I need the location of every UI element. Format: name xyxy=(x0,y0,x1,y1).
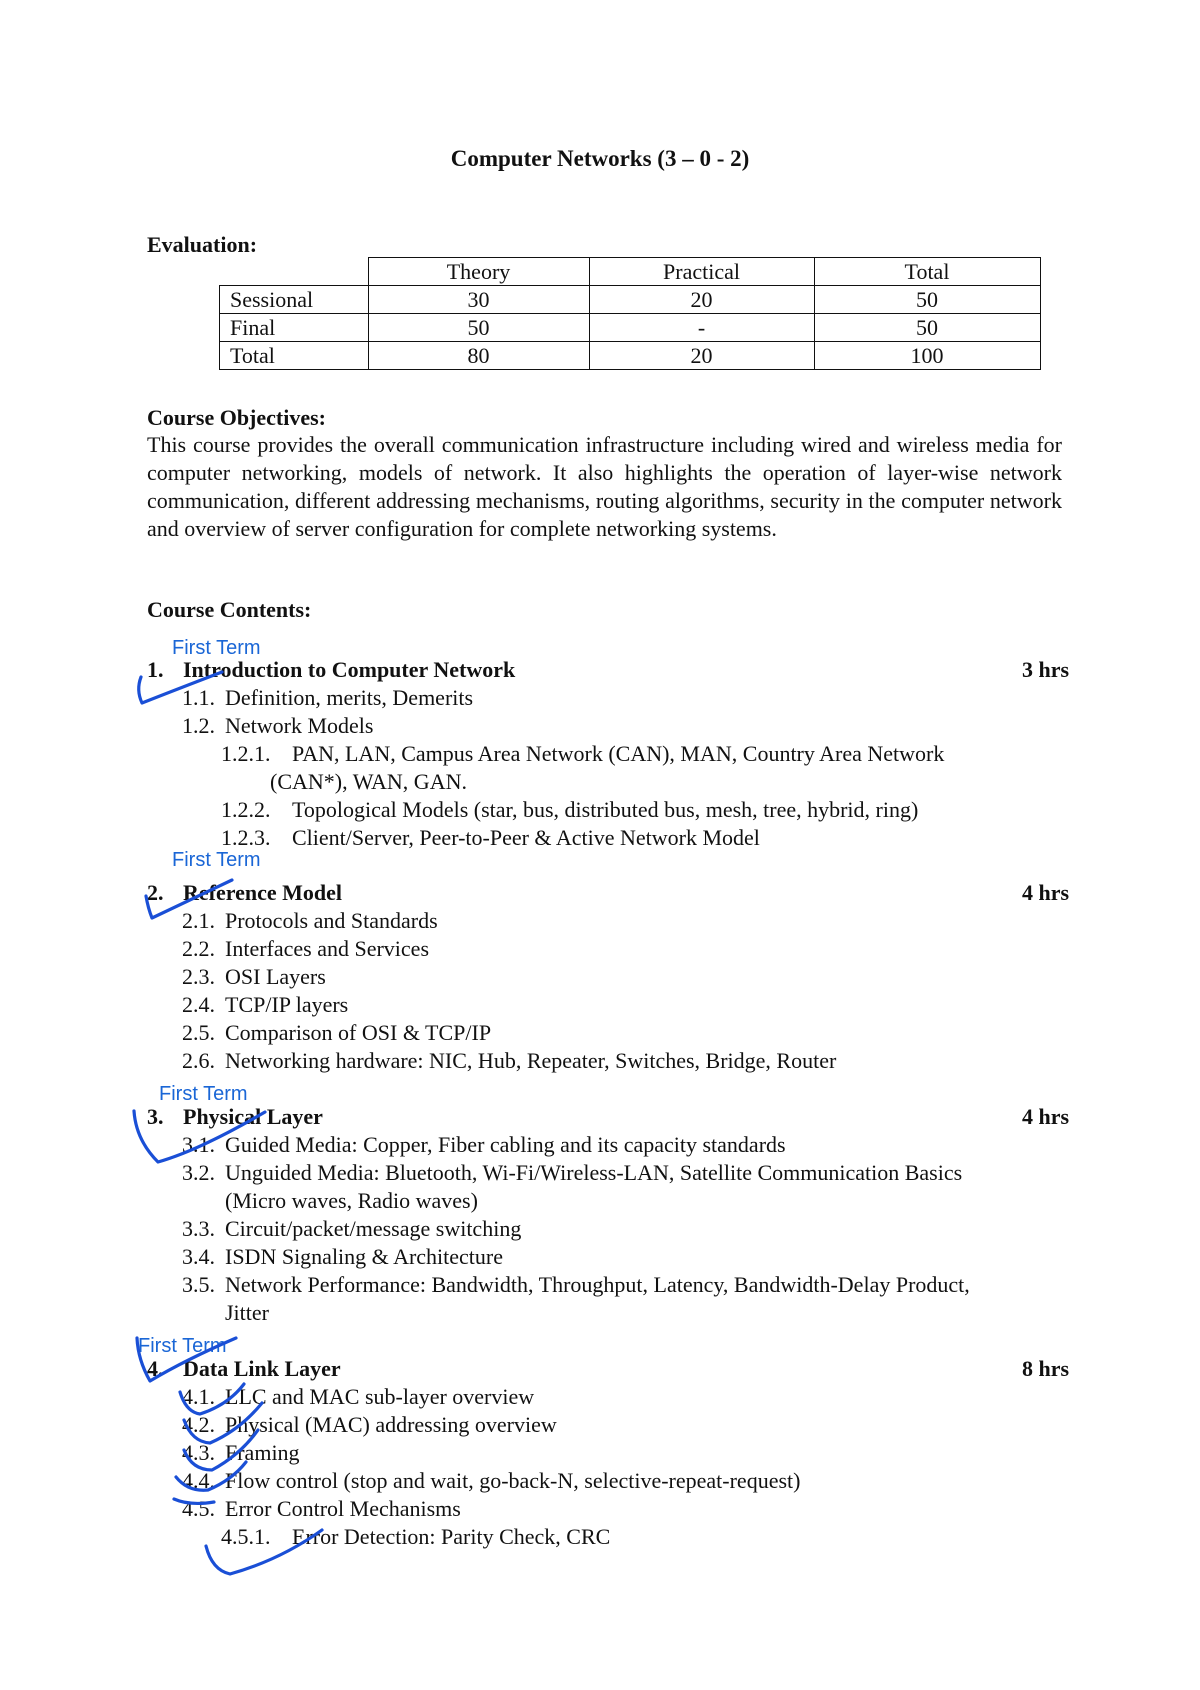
section-title: Physical Layer xyxy=(183,1104,323,1129)
item-number: 1.2. xyxy=(182,713,215,738)
table-cell: 50 xyxy=(814,286,1040,314)
item-number: 2.1. xyxy=(182,908,215,933)
contents-heading: Course Contents: xyxy=(147,597,312,622)
item-number: 3.2. xyxy=(182,1160,215,1185)
item-number: 3.4. xyxy=(182,1244,215,1269)
section-hours: 4 hrs xyxy=(1022,1104,1070,1129)
table-row-label: Sessional xyxy=(220,286,369,314)
item-text: Circuit/packet/message switching xyxy=(225,1216,522,1241)
item-number: 4.1. xyxy=(182,1384,215,1409)
list-item xyxy=(182,713,373,739)
item-text: Error Detection: Parity Check, CRC xyxy=(292,1524,611,1549)
table-cell: 20 xyxy=(589,342,814,370)
list-item xyxy=(182,1496,461,1522)
table-header-cell: Total xyxy=(814,258,1040,286)
section-number: 2. xyxy=(147,880,164,905)
item-text: Definition, merits, Demerits xyxy=(225,685,474,710)
evaluation-table xyxy=(219,257,1041,370)
list-item-continuation: (CAN*), WAN, GAN. xyxy=(270,769,467,794)
list-item xyxy=(182,1216,521,1242)
item-text: TCP/IP layers xyxy=(225,992,349,1017)
item-number: 1.1. xyxy=(182,685,215,710)
table-header-row xyxy=(220,258,1041,286)
item-number: 4.5.1. xyxy=(221,1524,271,1549)
item-text: Protocols and Standards xyxy=(225,908,438,933)
item-text: Physical (MAC) addressing overview xyxy=(225,1412,557,1437)
item-number: 1.2.2. xyxy=(221,797,271,822)
list-item xyxy=(221,1524,610,1550)
item-text: Networking hardware: NIC, Hub, Repeater, Switches, Bridge, Router xyxy=(225,1048,837,1073)
list-item xyxy=(182,1412,557,1438)
table-corner-cell xyxy=(220,258,369,286)
section-number: 4. xyxy=(147,1356,164,1381)
section-number: 3. xyxy=(147,1104,164,1129)
section-hours: 3 hrs xyxy=(1022,657,1070,682)
list-item xyxy=(182,1440,300,1466)
table-cell: - xyxy=(589,314,814,342)
list-item xyxy=(221,825,760,851)
item-text: LLC and MAC sub-layer overview xyxy=(225,1384,535,1409)
list-item xyxy=(182,1244,503,1270)
item-number: 3.5. xyxy=(182,1272,215,1297)
item-text: Topological Models (star, bus, distributed bus, mesh, tree, hybrid, ring) xyxy=(292,797,919,822)
first-term-annotation: First Term xyxy=(172,637,261,659)
item-text: ISDN Signaling & Architecture xyxy=(225,1244,504,1269)
item-text: Network Performance: Bandwidth, Throughput, Latency, Bandwidth-Delay Product, xyxy=(225,1272,970,1297)
table-cell: 30 xyxy=(368,286,589,314)
item-number: 1.2.1. xyxy=(221,741,271,766)
section-hours: 4 hrs xyxy=(1022,880,1070,905)
item-text: PAN, LAN, Campus Area Network (CAN), MAN, Country Area Network xyxy=(292,741,945,766)
item-number: 4.2. xyxy=(182,1412,215,1437)
item-number: 1.2.3. xyxy=(221,825,271,850)
item-number: 2.3. xyxy=(182,964,215,989)
item-number: 4.5. xyxy=(182,1496,215,1521)
item-number: 2.5. xyxy=(182,1020,215,1045)
item-text: Unguided Media: Bluetooth, Wi-Fi/Wireless-LAN, Satellite Communication Basics xyxy=(225,1160,963,1185)
list-item xyxy=(182,908,438,934)
item-text: Framing xyxy=(225,1440,300,1465)
table-row-label: Final xyxy=(220,314,369,342)
item-text: Client/Server, Peer-to-Peer & Active Network Model xyxy=(292,825,760,850)
section-title: Introduction to Computer Network xyxy=(183,657,516,682)
table-row-label: Total xyxy=(220,342,369,370)
section-heading xyxy=(147,1104,323,1130)
table-cell: 100 xyxy=(814,342,1040,370)
evaluation-heading: Evaluation: xyxy=(147,232,258,257)
list-item xyxy=(182,1048,836,1074)
table-cell: 50 xyxy=(814,314,1040,342)
list-item-continuation: Jitter xyxy=(225,1300,269,1325)
section-title: Reference Model xyxy=(183,880,343,905)
list-item xyxy=(182,685,473,711)
section-number: 1. xyxy=(147,657,164,682)
item-text: Interfaces and Services xyxy=(225,936,430,961)
list-item xyxy=(182,1020,491,1046)
first-term-annotation: First Term xyxy=(159,1083,248,1105)
section-heading xyxy=(147,880,342,906)
list-item xyxy=(182,1272,970,1298)
item-text: Network Models xyxy=(225,713,374,738)
page-title: Computer Networks (3 – 0 - 2) xyxy=(450,146,750,171)
list-item xyxy=(221,741,944,767)
item-number: 3.3. xyxy=(182,1216,215,1241)
section-hours: 8 hrs xyxy=(1022,1356,1070,1381)
item-text: OSI Layers xyxy=(225,964,326,989)
item-number: 4.3. xyxy=(182,1440,215,1465)
item-number: 4.4. xyxy=(182,1468,215,1493)
item-number: 2.4. xyxy=(182,992,215,1017)
table-cell: 50 xyxy=(368,314,589,342)
section-title: Data Link Layer xyxy=(183,1356,341,1381)
table-row xyxy=(220,286,1041,314)
list-item xyxy=(182,1468,800,1494)
objectives-text: This course provides the overall communication infrastructure including wired and wireless media for computer networking, models of network. It also highlights the operation of layer-wise network communication, different addressing mechanisms, routing algorithms, security in the computer network and overview of server configuration for complete networking systems. xyxy=(147,432,1062,541)
list-item-continuation: (Micro waves, Radio waves) xyxy=(225,1188,478,1213)
list-item xyxy=(182,1384,534,1410)
table-cell: 20 xyxy=(589,286,814,314)
item-text: Guided Media: Copper, Fiber cabling and its capacity standards xyxy=(225,1132,786,1157)
table-header-cell: Theory xyxy=(368,258,589,286)
table-cell: 80 xyxy=(368,342,589,370)
list-item xyxy=(182,992,348,1018)
item-number: 2.6. xyxy=(182,1048,215,1073)
first-term-annotation: First Term xyxy=(172,849,261,871)
table-header-cell: Practical xyxy=(589,258,814,286)
list-item xyxy=(182,1160,962,1186)
table-row xyxy=(220,342,1041,370)
section-heading xyxy=(147,657,515,683)
list-item xyxy=(182,964,326,990)
item-number: 2.2. xyxy=(182,936,215,961)
section-heading xyxy=(147,1356,341,1382)
first-term-annotation: First Term xyxy=(138,1335,227,1357)
item-number: 3.1. xyxy=(182,1132,215,1157)
list-item xyxy=(182,936,429,962)
table-row xyxy=(220,314,1041,342)
item-text: Flow control (stop and wait, go-back-N, selective-repeat-request) xyxy=(225,1468,801,1493)
list-item xyxy=(221,797,918,823)
item-text: Comparison of OSI & TCP/IP xyxy=(225,1020,492,1045)
item-text: Error Control Mechanisms xyxy=(225,1496,461,1521)
objectives-heading: Course Objectives: xyxy=(147,405,327,430)
list-item xyxy=(182,1132,786,1158)
